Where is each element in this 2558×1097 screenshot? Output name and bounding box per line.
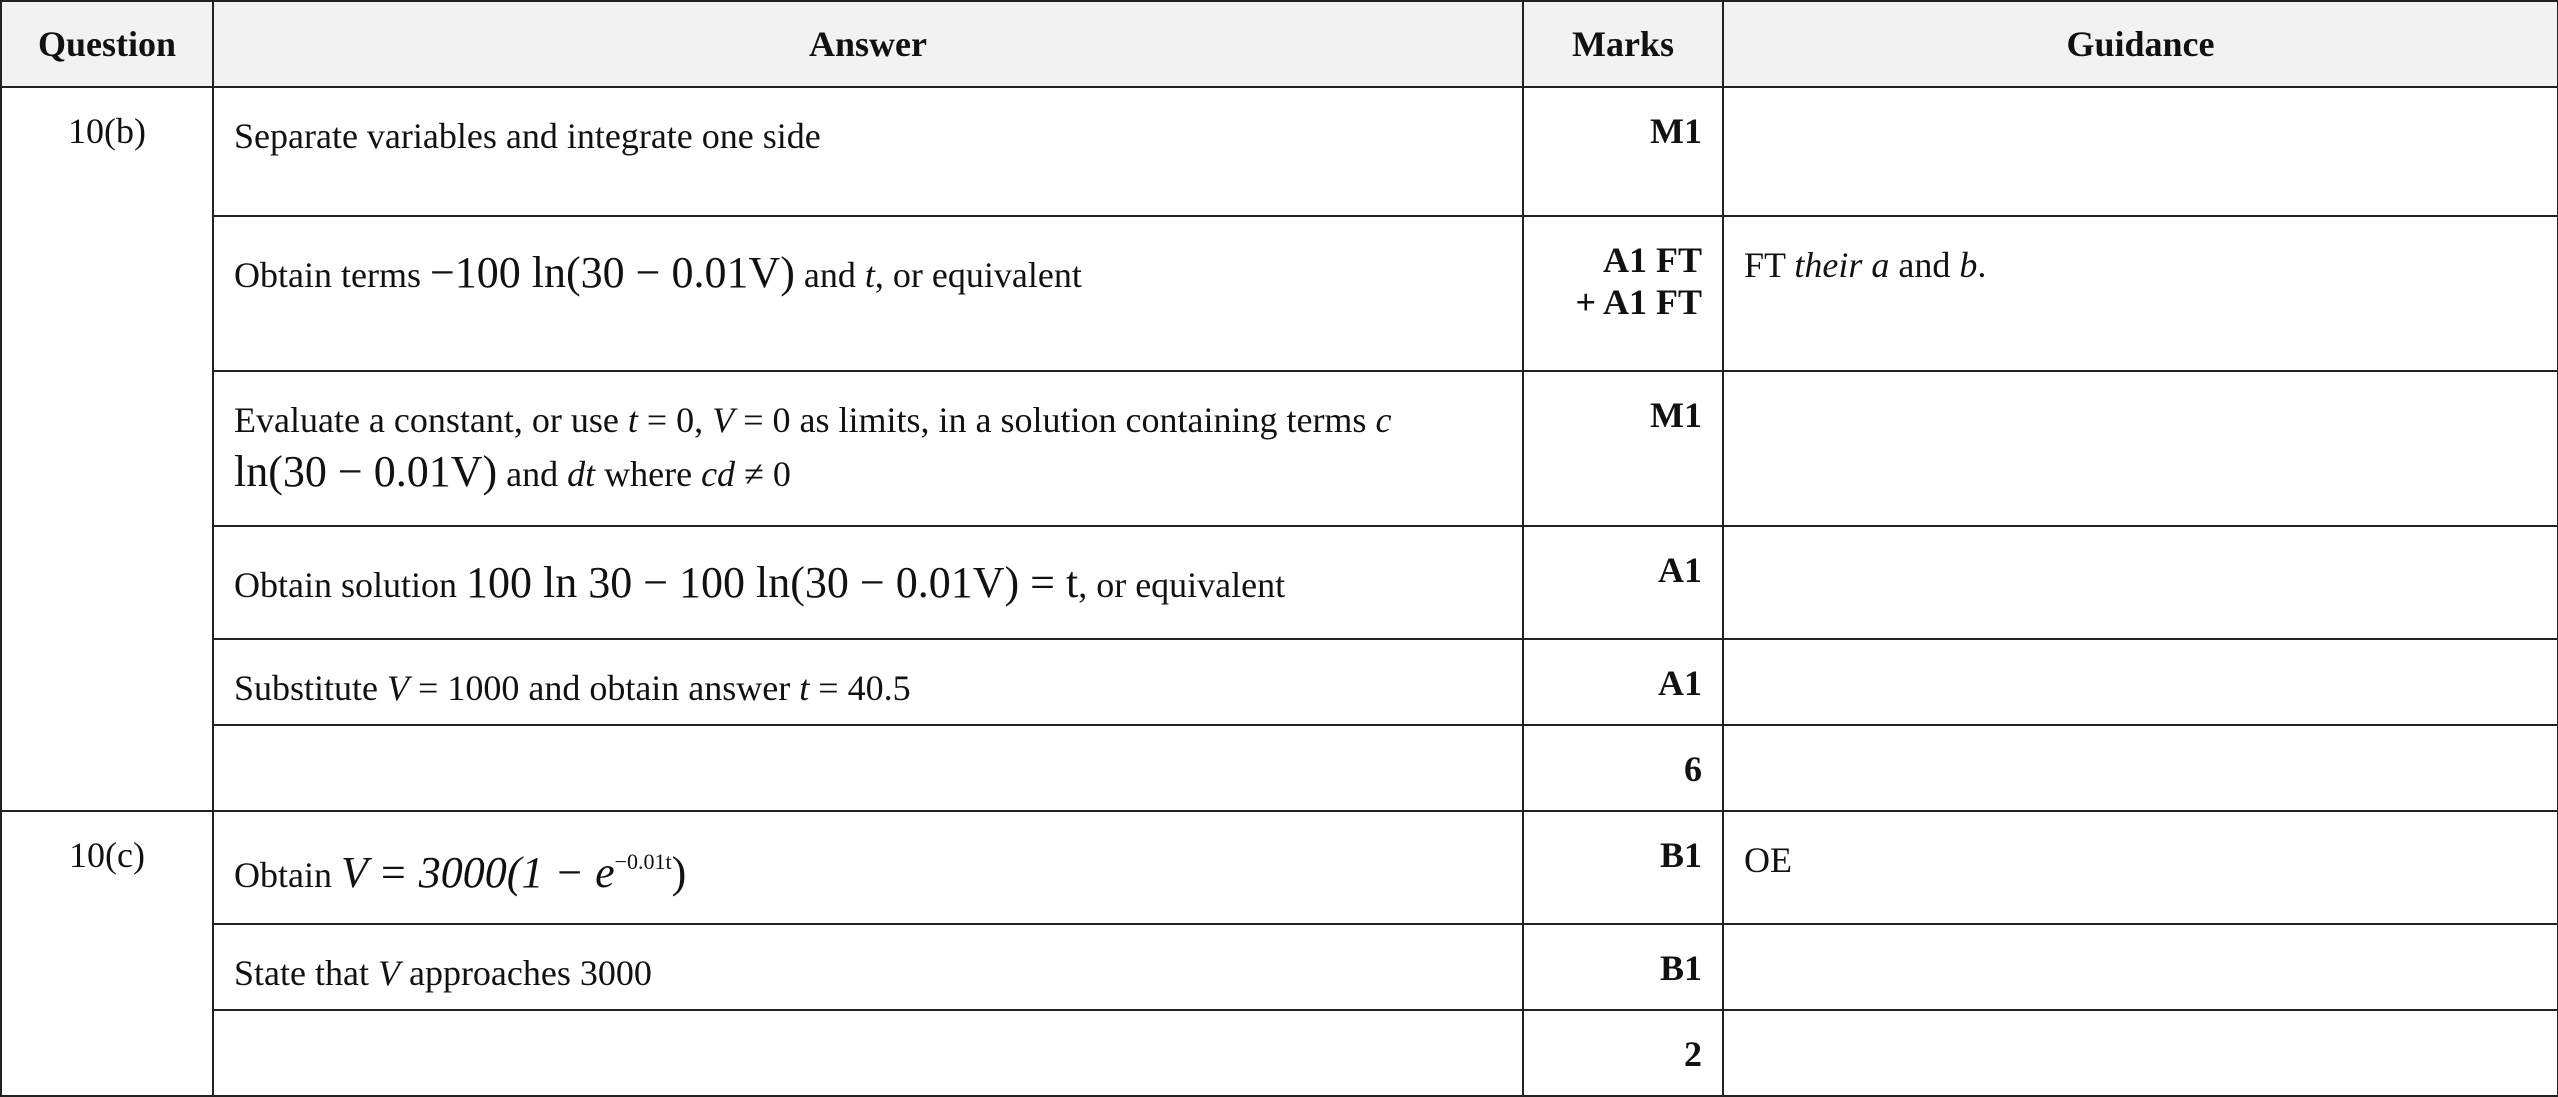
marks-cell: A1: [1523, 526, 1723, 639]
guidance-cell: [1723, 725, 2558, 811]
table-row: [1, 639, 2558, 725]
marks-total-cell: 2: [1523, 1010, 1723, 1096]
table-row: [1, 371, 2558, 526]
answer-cell: [213, 1010, 1523, 1096]
guidance-cell: [1723, 87, 2558, 216]
answer-cell: Evaluate a constant, or use t = 0, V = 0 as limits, in a solution containing terms c ln(30 − 0.01V) and dt where cd ≠ 0: [213, 371, 1523, 526]
table-row: [1, 1010, 2558, 1096]
guidance-cell: OE: [1723, 811, 2558, 924]
answer-cell: Substitute V = 1000 and obtain answer t = 40.5: [213, 639, 1523, 725]
header-answer: Answer: [213, 1, 1523, 87]
guidance-cell: [1723, 1010, 2558, 1096]
math-expression: −100 ln(30 − 0.01V): [429, 248, 795, 297]
table-row: [1, 526, 2558, 639]
table-row: [1, 811, 2558, 924]
answer-cell: Separate variables and integrate one side: [213, 87, 1523, 216]
marks-total-cell: 6: [1523, 725, 1723, 811]
guidance-cell: FT their a and b.: [1723, 216, 2558, 371]
header-guidance: Guidance: [1723, 1, 2558, 87]
marks-cell: B1: [1523, 811, 1723, 924]
question-label: 10(b): [1, 87, 213, 811]
marks-cell: M1: [1523, 371, 1723, 526]
table-row: [1, 216, 2558, 371]
answer-cell: State that V approaches 3000: [213, 924, 1523, 1010]
math-expression: 100 ln 30 − 100 ln(30 − 0.01V) = t: [466, 558, 1079, 607]
math-expression: ln(30 − 0.01V): [234, 447, 498, 496]
marks-cell: M1: [1523, 87, 1723, 216]
math-expression: $V = 3000(1 - e^{-0.01t})$: [340, 848, 687, 897]
marks-cell: A1 FT + A1 FT: [1523, 216, 1723, 371]
question-label: 10(c): [1, 811, 213, 1096]
guidance-cell: [1723, 526, 2558, 639]
guidance-cell: [1723, 924, 2558, 1010]
marks-cell: B1: [1523, 924, 1723, 1010]
answer-cell: Obtain solution 100 ln 30 − 100 ln(30 − 0.01V) = t, or equivalent: [213, 526, 1523, 639]
answer-cell: [213, 725, 1523, 811]
guidance-cell: [1723, 371, 2558, 526]
header-question: Question: [1, 1, 213, 87]
answer-cell: Obtain terms −100 ln(30 − 0.01V) and t, or equivalent: [213, 216, 1523, 371]
answer-cell: Obtain $V = 3000(1 - e^{-0.01t})$: [213, 811, 1523, 924]
table-row: [1, 924, 2558, 1010]
table-row: [1, 725, 2558, 811]
header-marks: Marks: [1523, 1, 1723, 87]
marks-cell: A1: [1523, 639, 1723, 725]
guidance-cell: [1723, 639, 2558, 725]
header-row: [1, 1, 2558, 87]
table-row: [1, 87, 2558, 216]
